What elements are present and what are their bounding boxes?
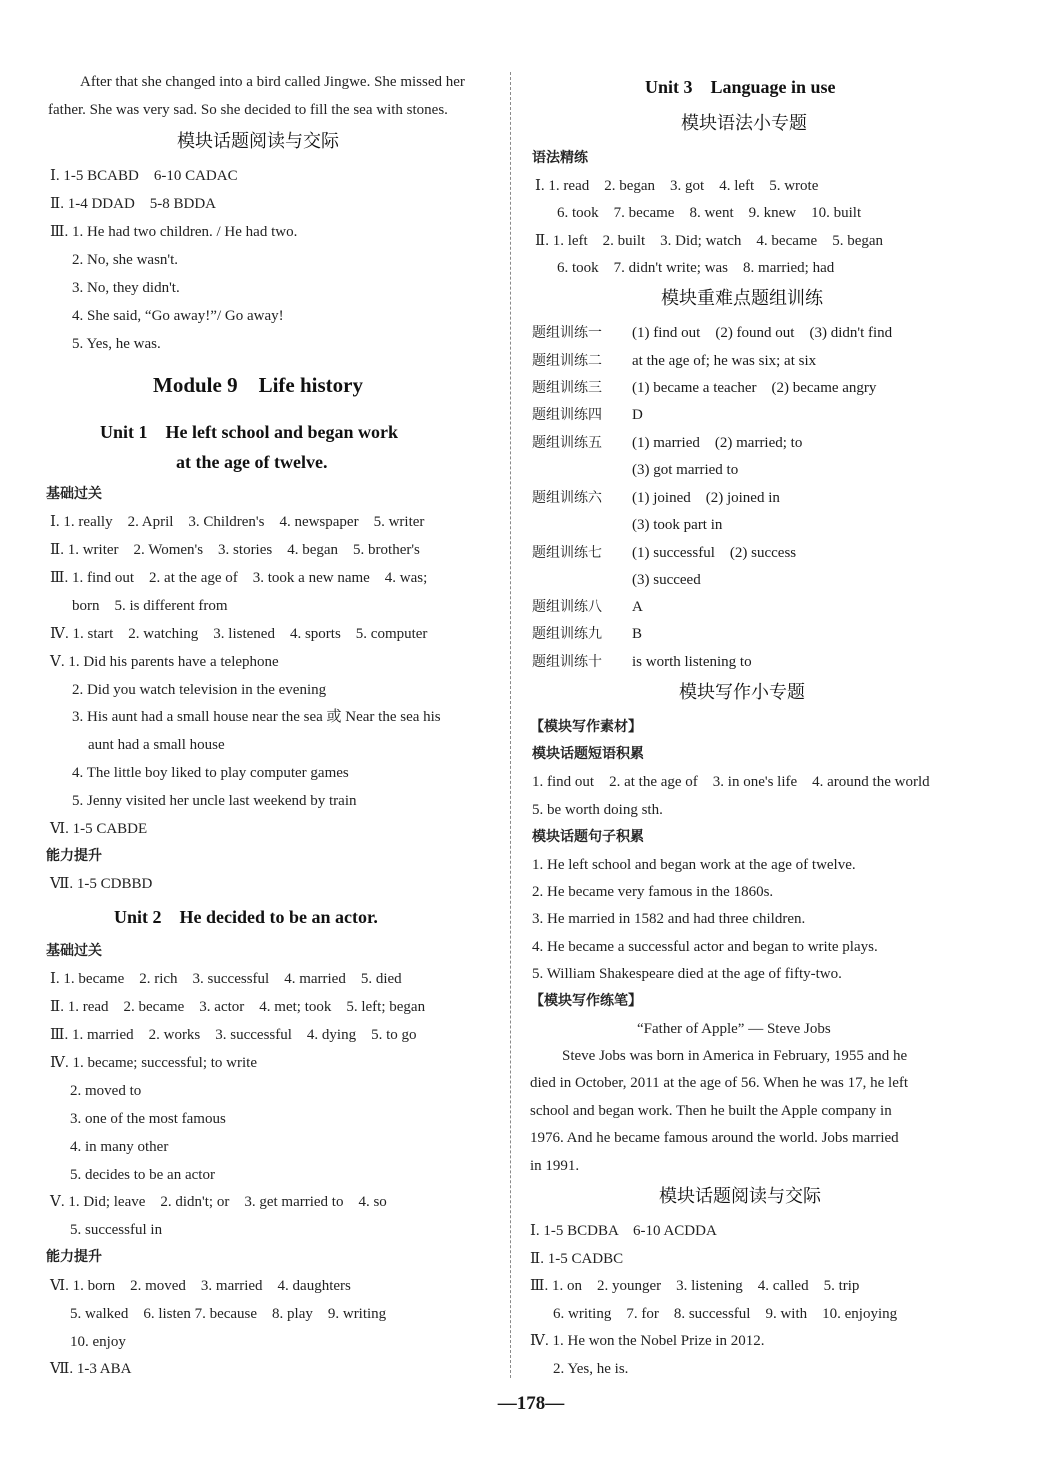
drill-label: 题组训练三 [532, 380, 602, 396]
answer-line: 1. He left school and began work at the age of twelve. [532, 857, 856, 873]
section-heading: 模块话题阅读与交际 [659, 1186, 821, 1207]
drill-row [532, 461, 738, 479]
answer-line: Ⅴ. 1. Did his parents have a telephone [50, 654, 279, 670]
unit-title: Unit 2 He decided to be an actor. [114, 907, 378, 927]
answer-line: 3. one of the most famous [70, 1111, 226, 1127]
answer-line: 1. find out 2. at the age of 3. in one's life 4. around the world [532, 774, 930, 790]
drill-label: 题组训练八 [532, 599, 602, 615]
essay-line: died in October, 2011 at the age of 56. When he was 17, he left [530, 1075, 909, 1091]
drill-row [532, 324, 892, 342]
answer-line: 3. His aunt had a small house near the sea 或 Near the sea his [72, 709, 441, 725]
drill-answer: at the age of; he was six; at six [632, 353, 817, 369]
answer-line: 4. She said, “Go away!”/ Go away! [72, 308, 284, 324]
drill-row [532, 434, 802, 452]
drill-row [532, 516, 722, 534]
drill-row [532, 544, 796, 562]
drill-row [532, 653, 752, 671]
drill-label: 题组训练四 [532, 407, 602, 423]
essay-line: school and began work. Then he built the Apple company in [530, 1103, 892, 1119]
answer-line: Ⅱ. 1. writer 2. Women's 3. stories 4. began 5. brother's [50, 542, 420, 558]
drill-label: 题组训练七 [532, 545, 602, 561]
answer-line: Ⅰ. 1. became 2. rich 3. successful 4. married 5. died [50, 971, 402, 987]
answer-line: 5. decides to be an actor [70, 1167, 215, 1183]
answer-line: Ⅱ. 1-5 CADBC [530, 1251, 624, 1267]
drill-answer: D [632, 407, 643, 423]
module-title: Module 9 Life history [153, 373, 363, 397]
essay-line: in 1991. [530, 1158, 580, 1174]
answer-line: 4. in many other [70, 1139, 169, 1155]
answer-line: Ⅰ. 1-5 BCDBA 6-10 ACDDA [530, 1223, 717, 1239]
answer-line: Ⅱ. 1. read 2. became 3. actor 4. met; took 5. left; began [50, 999, 426, 1015]
answer-line: 5. William Shakespeare died at the age of fifty-two. [532, 966, 842, 982]
answer-line: Ⅲ. 1. on 2. younger 3. listening 4. called 5. trip [530, 1278, 860, 1294]
subsection-label: 基础过关 [46, 943, 102, 959]
drill-row [532, 571, 701, 589]
story-line: After that she changed into a bird called Jingwe. She missed her [80, 74, 465, 90]
drill-answer: B [632, 626, 643, 642]
answer-line: Ⅲ. 1. He had two children. / He had two. [50, 224, 298, 240]
drill-answer: (3) took part in [632, 517, 723, 533]
answer-line: 2. Yes, he is. [553, 1361, 629, 1377]
answer-line: 5. Jenny visited her uncle last weekend by train [72, 793, 357, 809]
answer-line: Ⅳ. 1. He won the Nobel Prize in 2012. [530, 1333, 765, 1349]
answer-line: Ⅲ. 1. married 2. works 3. successful 4. dying 5. to go [50, 1027, 417, 1043]
answer-line: 6. writing 7. for 8. successful 9. with 10. enjoying [553, 1306, 898, 1322]
answer-line: Ⅰ. 1. read 2. began 3. got 4. left 5. wrote [535, 178, 819, 194]
drill-row [532, 489, 780, 507]
subsection-label: 模块话题短语积累 [532, 746, 644, 762]
answer-line: 2. Did you watch television in the evening [72, 682, 327, 698]
answer-line: born 5. is different from [72, 598, 228, 614]
essay-line: Steve Jobs was born in America in February, 1955 and he [562, 1048, 908, 1064]
answer-line: Ⅰ. 1. really 2. April 3. Children's 4. newspaper 5. writer [50, 514, 425, 530]
unit-title: Unit 1 He left school and began work [100, 422, 399, 442]
drill-label: 题组训练六 [532, 490, 602, 506]
drill-answer: (1) became a teacher (2) became angry [632, 380, 877, 396]
section-heading: 模块话题阅读与交际 [177, 131, 339, 152]
drill-answer: (3) got married to [632, 462, 739, 478]
drill-row [532, 352, 816, 370]
answer-line: 6. took 7. didn't write; was 8. married; had [557, 260, 835, 276]
subsection-label: 【模块写作素材】 [530, 719, 642, 735]
essay-title: “Father of Apple” — Steve Jobs [637, 1021, 831, 1037]
drill-label: 题组训练十 [532, 654, 602, 670]
story-line: father. She was very sad. So she decided to fill the sea with stones. [48, 102, 448, 118]
answer-line: 2. No, she wasn't. [72, 252, 179, 268]
unit-title: Unit 3 Language in use [645, 77, 836, 97]
drill-label: 题组训练九 [532, 626, 602, 642]
answer-line: Ⅱ. 1. left 2. built 3. Did; watch 4. became 5. began [535, 233, 884, 249]
answer-line: Ⅵ. 1. born 2. moved 3. married 4. daughters [50, 1278, 351, 1294]
subsection-label: 基础过关 [46, 486, 102, 502]
drill-answer: A [632, 599, 643, 615]
answer-line: Ⅶ. 1-3 ABA [50, 1361, 132, 1377]
answer-line: Ⅲ. 1. find out 2. at the age of 3. took a new name 4. was; [50, 570, 428, 586]
answer-line: 6. took 7. became 8. went 9. knew 10. built [557, 205, 862, 221]
subsection-label: 【模块写作练笔】 [530, 993, 642, 1009]
drill-label: 题组训练五 [532, 435, 602, 451]
answer-line: 10. enjoy [70, 1334, 126, 1350]
answer-line: 5. Yes, he was. [72, 336, 161, 352]
subsection-label: 能力提升 [46, 1249, 102, 1265]
answer-line: Ⅱ. 1-4 DDAD 5-8 BDDA [50, 196, 217, 212]
drill-answer: (3) succeed [632, 572, 701, 588]
answer-line: Ⅶ. 1-5 CDBBD [50, 876, 153, 892]
unit-title: at the age of twelve. [176, 452, 328, 472]
drill-answer: (1) married (2) married; to [632, 435, 803, 451]
drill-answer: is worth listening to [632, 654, 752, 670]
section-heading: 模块写作小专题 [679, 682, 805, 703]
answer-line: Ⅴ. 1. Did; leave 2. didn't; or 3. get married to 4. so [50, 1194, 387, 1210]
drill-answer: (1) joined (2) joined in [632, 490, 780, 506]
answer-line: 2. moved to [70, 1083, 142, 1099]
subsection-label: 模块话题句子积累 [532, 829, 644, 845]
answer-line: Ⅳ. 1. became; successful; to write [50, 1055, 258, 1071]
drill-row [532, 379, 876, 397]
answer-line: 2. He became very famous in the 1860s. [532, 884, 774, 900]
answer-line: 5. successful in [70, 1222, 163, 1238]
drill-label: 题组训练一 [532, 325, 602, 341]
answer-line: Ⅳ. 1. start 2. watching 3. listened 4. sports 5. computer [50, 626, 428, 642]
drill-label: 题组训练二 [532, 353, 602, 369]
section-heading: 模块重难点题组训练 [661, 288, 823, 309]
page-number: —178— [497, 1393, 565, 1414]
answer-line: 3. He married in 1582 and had three children. [532, 911, 806, 927]
answer-line: 5. walked 6. listen 7. because 8. play 9. writing [70, 1306, 387, 1322]
answer-line: 3. No, they didn't. [72, 280, 180, 296]
answer-line: 4. The little boy liked to play computer games [72, 765, 349, 781]
section-heading: 模块语法小专题 [681, 113, 807, 134]
answer-line: 5. be worth doing sth. [532, 802, 663, 818]
drill-row [532, 598, 643, 616]
column-divider [510, 72, 511, 1378]
drill-answer: (1) successful (2) success [632, 545, 797, 561]
drill-answer: (1) find out (2) found out (3) didn't find [632, 325, 893, 341]
drill-row [532, 625, 642, 643]
answer-line: aunt had a small house [88, 737, 225, 753]
subsection-label: 能力提升 [46, 848, 102, 864]
drill-row [532, 406, 643, 424]
answer-line: Ⅰ. 1-5 BCABD 6-10 CADAC [50, 168, 238, 184]
essay-line: 1976. And he became famous around the world. Jobs married [530, 1130, 899, 1146]
answer-line: Ⅵ. 1-5 CABDE [50, 821, 148, 837]
subsection-label: 语法精练 [532, 150, 588, 166]
answer-line: 4. He became a successful actor and began to write plays. [532, 939, 878, 955]
